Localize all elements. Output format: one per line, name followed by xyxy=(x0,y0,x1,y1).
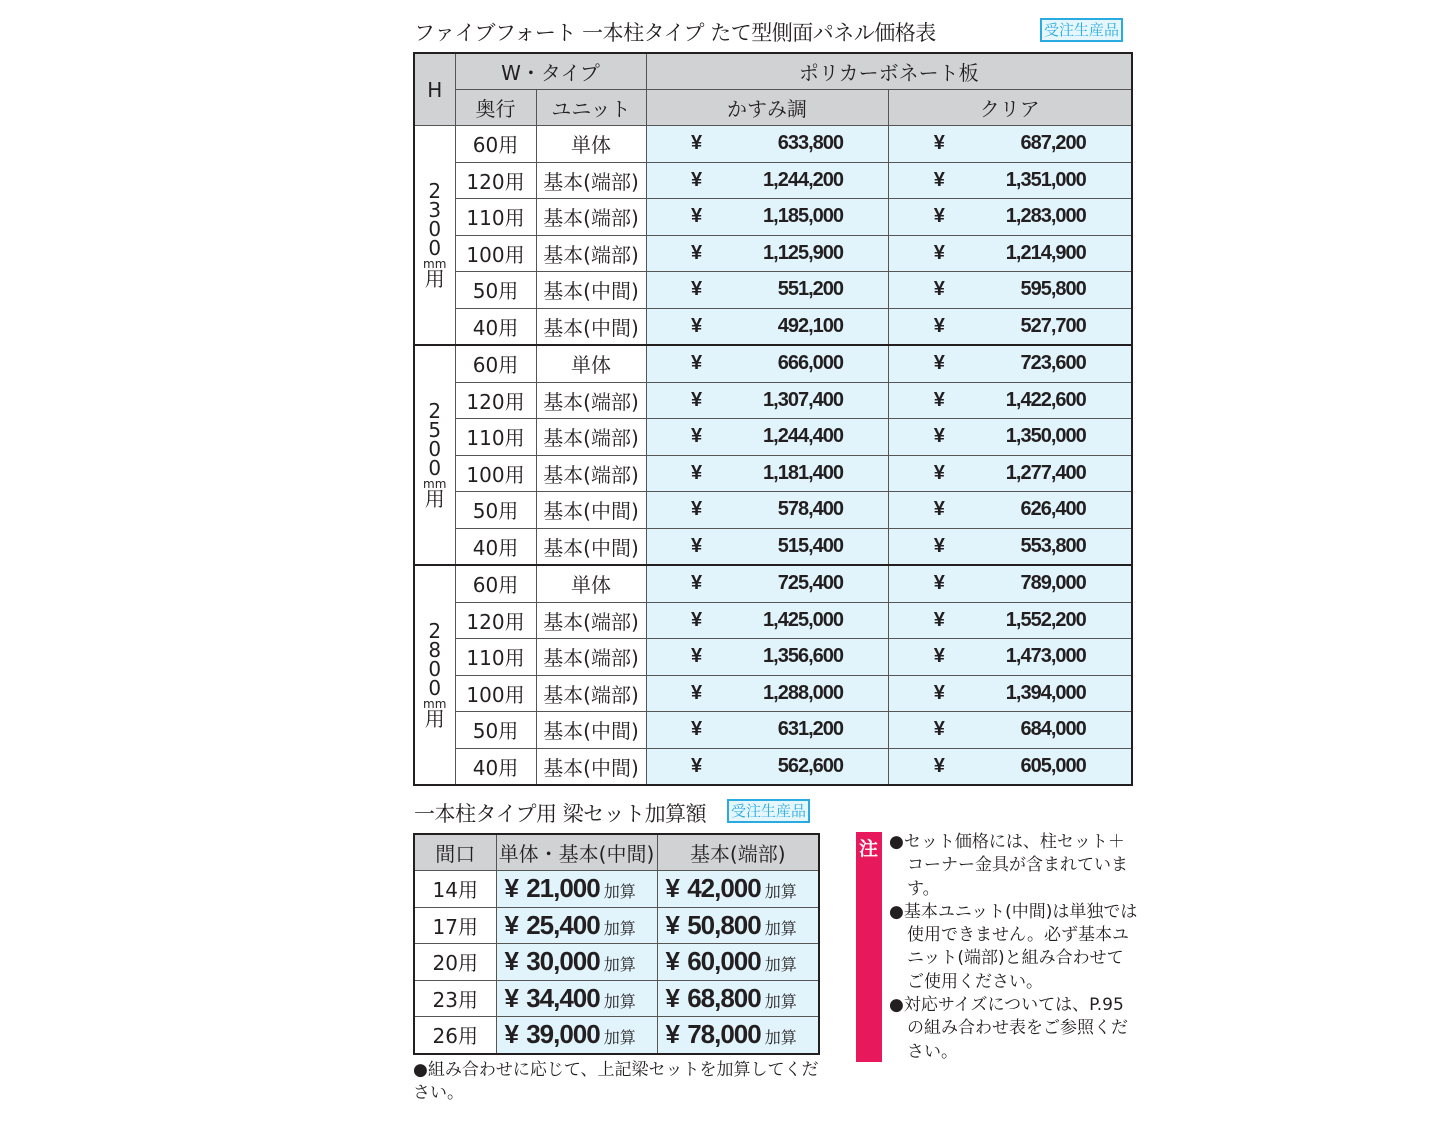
kasumi-price: 1,185,000 xyxy=(763,205,843,228)
height-digit: 0 xyxy=(428,455,442,480)
beam-note: ●組み合わせに応じて、上記梁セットを加算してください。 xyxy=(413,1060,819,1104)
depth-cell: 120用 xyxy=(455,382,536,419)
single-middle-header: 単体・基本(中間) xyxy=(496,834,657,871)
kasumi-price: 666,000 xyxy=(777,352,843,375)
unit-cell: 基本(端部) xyxy=(536,382,646,419)
yen-symbol: ¥ xyxy=(665,873,680,904)
depth-cell: 50用 xyxy=(455,492,536,529)
unit-cell: 基本(中間) xyxy=(536,272,646,309)
yen-symbol: ¥ xyxy=(691,572,703,595)
single-price: 30,000 xyxy=(526,946,600,977)
yen-symbol: ¥ xyxy=(665,1019,680,1050)
notes-label: 注 xyxy=(859,838,879,860)
yen-symbol: ¥ xyxy=(933,205,945,228)
yen-symbol: ¥ xyxy=(691,241,703,264)
unit-cell: 基本(端部) xyxy=(536,235,646,272)
table-row xyxy=(414,199,1132,236)
height-digit: 0 xyxy=(428,436,442,461)
frontage-cell: 26用 xyxy=(414,1017,496,1054)
depth-cell: 100用 xyxy=(455,455,536,492)
yen-symbol: ¥ xyxy=(933,498,945,521)
kasumi-price-cell xyxy=(646,382,888,419)
kasumi-price: 1,288,000 xyxy=(763,681,843,704)
clear-price-cell xyxy=(888,639,1132,676)
height-digit: 0 xyxy=(428,656,442,681)
height-digit: 0 xyxy=(428,216,442,241)
clear-price-cell xyxy=(888,748,1132,785)
yen-symbol: ¥ xyxy=(933,314,945,337)
yen-symbol: ¥ xyxy=(933,461,945,484)
yen-symbol: ¥ xyxy=(691,754,703,777)
kasumi-price-cell xyxy=(646,528,888,565)
kasumi-price: 1,307,400 xyxy=(763,388,843,411)
unit-cell: 基本(中間) xyxy=(536,748,646,785)
clear-price-cell xyxy=(888,345,1132,382)
table-row xyxy=(414,907,819,944)
depth-cell: 50用 xyxy=(455,272,536,309)
unit-cell: 基本(端部) xyxy=(536,162,646,199)
clear-price: 1,277,400 xyxy=(1005,461,1086,484)
yen-symbol: ¥ xyxy=(691,718,703,741)
depth-cell: 120用 xyxy=(455,162,536,199)
unit-cell: 基本(中間) xyxy=(536,492,646,529)
height-digit: 8 xyxy=(428,637,442,662)
end-price: 78,000 xyxy=(687,1019,761,1050)
clear-price-cell xyxy=(888,382,1132,419)
height-digit: 0 xyxy=(428,675,442,700)
clear-price: 1,351,000 xyxy=(1005,168,1086,191)
yen-symbol: ¥ xyxy=(933,645,945,668)
yen-symbol: ¥ xyxy=(665,909,680,940)
clear-price-cell xyxy=(888,455,1132,492)
yen-symbol: ¥ xyxy=(691,388,703,411)
clear-price: 1,350,000 xyxy=(1005,425,1086,448)
kasumi-price-cell xyxy=(646,455,888,492)
beam-made-to-order-badge: 受注生産品 xyxy=(727,799,810,823)
unit-cell: 基本(端部) xyxy=(536,602,646,639)
end-price-cell xyxy=(657,944,819,981)
end-price: 50,800 xyxy=(687,909,761,940)
yen-symbol: ¥ xyxy=(933,278,945,301)
table-row xyxy=(414,1017,819,1054)
add-label: 加算 xyxy=(603,993,636,1011)
kasumi-price-cell xyxy=(646,565,888,602)
height-unit: mm xyxy=(423,696,447,711)
unit-cell: 基本(端部) xyxy=(536,419,646,456)
height-digit: 0 xyxy=(428,235,442,260)
clear-price: 605,000 xyxy=(1020,754,1086,777)
table-row xyxy=(414,308,1132,345)
frontage-cell: 17用 xyxy=(414,907,496,944)
end-header: 基本(端部) xyxy=(657,834,819,871)
beam-set-table xyxy=(413,833,820,1055)
single-price: 39,000 xyxy=(526,1019,600,1050)
clear-price: 595,800 xyxy=(1020,278,1086,301)
yen-symbol: ¥ xyxy=(933,572,945,595)
clear-header: クリア xyxy=(888,90,1132,126)
yen-symbol: ¥ xyxy=(665,982,680,1013)
unit-cell: 基本(端部) xyxy=(536,455,646,492)
depth-cell: 60用 xyxy=(455,345,536,382)
unit-cell: 基本(端部) xyxy=(536,199,646,236)
kasumi-price: 1,125,900 xyxy=(763,241,843,264)
yen-symbol: ¥ xyxy=(933,425,945,448)
material-header: ポリカーボネート板 xyxy=(646,53,1132,90)
kasumi-price-cell xyxy=(646,345,888,382)
yen-symbol: ¥ xyxy=(691,168,703,191)
yen-symbol: ¥ xyxy=(691,645,703,668)
kasumi-price: 492,100 xyxy=(777,314,843,337)
table-row xyxy=(414,455,1132,492)
clear-price-cell xyxy=(888,308,1132,345)
yen-symbol: ¥ xyxy=(933,754,945,777)
yen-symbol: ¥ xyxy=(933,241,945,264)
height-unit: mm xyxy=(423,476,447,491)
frontage-cell: 14用 xyxy=(414,871,496,908)
clear-price-cell xyxy=(888,602,1132,639)
kasumi-price: 515,400 xyxy=(777,534,843,557)
table-row xyxy=(414,162,1132,199)
clear-price: 1,422,600 xyxy=(1005,388,1086,411)
height-cell xyxy=(414,126,455,346)
clear-price-cell xyxy=(888,126,1132,163)
kasumi-price: 1,181,400 xyxy=(763,461,843,484)
add-label: 加算 xyxy=(603,957,636,975)
clear-price-cell xyxy=(888,162,1132,199)
clear-price-cell xyxy=(888,565,1132,602)
table-row xyxy=(414,126,1132,163)
table-row xyxy=(414,639,1132,676)
unit-cell: 基本(中間) xyxy=(536,308,646,345)
depth-cell: 60用 xyxy=(455,565,536,602)
clear-price-cell xyxy=(888,675,1132,712)
table-row xyxy=(414,382,1132,419)
single-price-cell xyxy=(496,1017,657,1054)
single-price-cell xyxy=(496,980,657,1017)
yen-symbol: ¥ xyxy=(504,1019,519,1050)
yen-symbol: ¥ xyxy=(504,946,519,977)
kasumi-price: 1,356,600 xyxy=(763,645,843,668)
kasumi-price-cell xyxy=(646,675,888,712)
depth-cell: 100用 xyxy=(455,235,536,272)
single-price-cell xyxy=(496,944,657,981)
add-label: 加算 xyxy=(764,920,797,938)
clear-price: 1,552,200 xyxy=(1005,608,1086,631)
single-price: 34,400 xyxy=(526,982,600,1013)
height-digit: 5 xyxy=(428,417,442,442)
yen-symbol: ¥ xyxy=(933,352,945,375)
end-price: 60,000 xyxy=(687,946,761,977)
clear-price-cell xyxy=(888,272,1132,309)
made-to-order-badge: 受注生産品 xyxy=(1040,18,1123,42)
depth-cell: 50用 xyxy=(455,712,536,749)
yen-symbol: ¥ xyxy=(933,168,945,191)
height-use: 用 xyxy=(424,486,445,511)
kasumi-price-cell xyxy=(646,602,888,639)
height-digit: 2 xyxy=(428,398,442,423)
table-row xyxy=(414,565,1132,602)
table-row xyxy=(414,272,1132,309)
clear-price: 1,473,000 xyxy=(1005,645,1086,668)
kasumi-price: 551,200 xyxy=(777,278,843,301)
yen-symbol: ¥ xyxy=(691,498,703,521)
depth-header: 奥行 xyxy=(455,90,536,126)
panel-price-table xyxy=(413,52,1133,786)
clear-price: 1,214,900 xyxy=(1005,241,1086,264)
clear-price-cell xyxy=(888,492,1132,529)
single-price-cell xyxy=(496,871,657,908)
depth-cell: 60用 xyxy=(455,126,536,163)
kasumi-price-cell xyxy=(646,235,888,272)
yen-symbol: ¥ xyxy=(504,982,519,1013)
yen-symbol: ¥ xyxy=(665,946,680,977)
kasumi-price-cell xyxy=(646,272,888,309)
unit-cell: 基本(中間) xyxy=(536,528,646,565)
unit-header: ユニット xyxy=(536,90,646,126)
frontage-cell: 20用 xyxy=(414,944,496,981)
note-item: ●基本ユニット(中間)は単独では使用できません。必ず基本ユニット(端部)と組み合わせてご使用ください。 xyxy=(889,901,1138,992)
table-row xyxy=(414,345,1132,382)
kasumi-price-cell xyxy=(646,712,888,749)
add-label: 加算 xyxy=(764,993,797,1011)
table-row xyxy=(414,492,1132,529)
height-digit: 3 xyxy=(428,197,442,222)
kasumi-price-cell xyxy=(646,748,888,785)
yen-symbol: ¥ xyxy=(933,608,945,631)
yen-symbol: ¥ xyxy=(933,681,945,704)
table-row xyxy=(414,602,1132,639)
clear-price-cell xyxy=(888,712,1132,749)
yen-symbol: ¥ xyxy=(933,132,945,155)
table-row xyxy=(414,871,819,908)
table-row xyxy=(414,235,1132,272)
kasumi-price: 725,400 xyxy=(777,572,843,595)
kasumi-price: 1,244,200 xyxy=(763,168,843,191)
depth-cell: 110用 xyxy=(455,639,536,676)
beam-title: 一本柱タイプ用 梁セット加算額 xyxy=(414,802,707,826)
end-price-cell xyxy=(657,980,819,1017)
notes-list xyxy=(889,831,1139,1064)
clear-price-cell xyxy=(888,235,1132,272)
single-price: 25,400 xyxy=(526,909,600,940)
kasumi-price: 578,400 xyxy=(777,498,843,521)
yen-symbol: ¥ xyxy=(691,608,703,631)
unit-cell: 単体 xyxy=(536,565,646,602)
unit-cell: 基本(中間) xyxy=(536,712,646,749)
clear-price: 1,283,000 xyxy=(1005,205,1086,228)
yen-symbol: ¥ xyxy=(691,352,703,375)
add-label: 加算 xyxy=(603,920,636,938)
clear-price: 687,200 xyxy=(1020,132,1086,155)
add-label: 加算 xyxy=(603,1030,636,1048)
kasumi-price: 631,200 xyxy=(777,718,843,741)
height-use: 用 xyxy=(424,706,445,731)
h-header: H xyxy=(414,53,455,126)
table-row xyxy=(414,944,819,981)
yen-symbol: ¥ xyxy=(504,873,519,904)
yen-symbol: ¥ xyxy=(691,461,703,484)
yen-symbol: ¥ xyxy=(691,534,703,557)
kasumi-price-cell xyxy=(646,126,888,163)
yen-symbol: ¥ xyxy=(691,314,703,337)
main-title: ファイブフォート 一本柱タイプ たて型側面パネル価格表 xyxy=(414,21,936,45)
height-digit: 2 xyxy=(428,618,442,643)
frontage-cell: 23用 xyxy=(414,980,496,1017)
kasumi-price-cell xyxy=(646,162,888,199)
kasumi-price-cell xyxy=(646,199,888,236)
add-label: 加算 xyxy=(764,957,797,975)
height-cell xyxy=(414,345,455,565)
single-price: 21,000 xyxy=(526,873,600,904)
depth-cell: 40用 xyxy=(455,308,536,345)
unit-cell: 基本(端部) xyxy=(536,639,646,676)
notes-bar xyxy=(856,832,882,1062)
end-price-cell xyxy=(657,907,819,944)
clear-price: 684,000 xyxy=(1020,718,1086,741)
yen-symbol: ¥ xyxy=(691,278,703,301)
kasumi-price-cell xyxy=(646,419,888,456)
yen-symbol: ¥ xyxy=(691,681,703,704)
kasumi-price: 562,600 xyxy=(777,754,843,777)
end-price-cell xyxy=(657,871,819,908)
add-label: 加算 xyxy=(764,884,797,902)
kasumi-price-cell xyxy=(646,492,888,529)
kasumi-header: かすみ調 xyxy=(646,90,888,126)
end-price-cell xyxy=(657,1017,819,1054)
end-price: 42,000 xyxy=(687,873,761,904)
yen-symbol: ¥ xyxy=(691,425,703,448)
clear-price: 723,600 xyxy=(1020,352,1086,375)
table-row xyxy=(414,980,819,1017)
kasumi-price-cell xyxy=(646,639,888,676)
add-label: 加算 xyxy=(603,884,636,902)
frontage-header: 間口 xyxy=(414,834,496,871)
table-row xyxy=(414,712,1132,749)
depth-cell: 110用 xyxy=(455,199,536,236)
clear-price-cell xyxy=(888,528,1132,565)
yen-symbol: ¥ xyxy=(933,718,945,741)
w-type-header: W・タイプ xyxy=(455,53,646,90)
depth-cell: 120用 xyxy=(455,602,536,639)
single-price-cell xyxy=(496,907,657,944)
unit-cell: 単体 xyxy=(536,345,646,382)
clear-price: 626,400 xyxy=(1020,498,1086,521)
height-digit: 2 xyxy=(428,178,442,203)
clear-price-cell xyxy=(888,419,1132,456)
depth-cell: 40用 xyxy=(455,528,536,565)
clear-price-cell xyxy=(888,199,1132,236)
kasumi-price-cell xyxy=(646,308,888,345)
depth-cell: 100用 xyxy=(455,675,536,712)
note-item: ●セット価格には、柱セット＋コーナー金具が含まれています。 xyxy=(889,832,1128,899)
table-row xyxy=(414,528,1132,565)
add-label: 加算 xyxy=(764,1030,797,1048)
yen-symbol: ¥ xyxy=(691,132,703,155)
yen-symbol: ¥ xyxy=(504,909,519,940)
table-row xyxy=(414,748,1132,785)
table-row xyxy=(414,419,1132,456)
clear-price: 1,394,000 xyxy=(1005,681,1086,704)
unit-cell: 基本(端部) xyxy=(536,675,646,712)
yen-symbol: ¥ xyxy=(933,388,945,411)
note-item: ●対応サイズについては、P.95の組み合わせ表をご参照ください。 xyxy=(889,995,1128,1062)
height-unit: mm xyxy=(423,256,447,271)
clear-price: 789,000 xyxy=(1020,572,1086,595)
height-cell xyxy=(414,565,455,785)
kasumi-price: 1,244,400 xyxy=(763,425,843,448)
table-row xyxy=(414,675,1132,712)
kasumi-price: 1,425,000 xyxy=(763,608,843,631)
depth-cell: 40用 xyxy=(455,748,536,785)
yen-symbol: ¥ xyxy=(691,205,703,228)
kasumi-price: 633,800 xyxy=(777,132,843,155)
clear-price: 527,700 xyxy=(1020,314,1086,337)
yen-symbol: ¥ xyxy=(933,534,945,557)
depth-cell: 110用 xyxy=(455,419,536,456)
clear-price: 553,800 xyxy=(1020,534,1086,557)
end-price: 68,800 xyxy=(687,982,761,1013)
height-use: 用 xyxy=(424,266,445,291)
unit-cell: 単体 xyxy=(536,126,646,163)
